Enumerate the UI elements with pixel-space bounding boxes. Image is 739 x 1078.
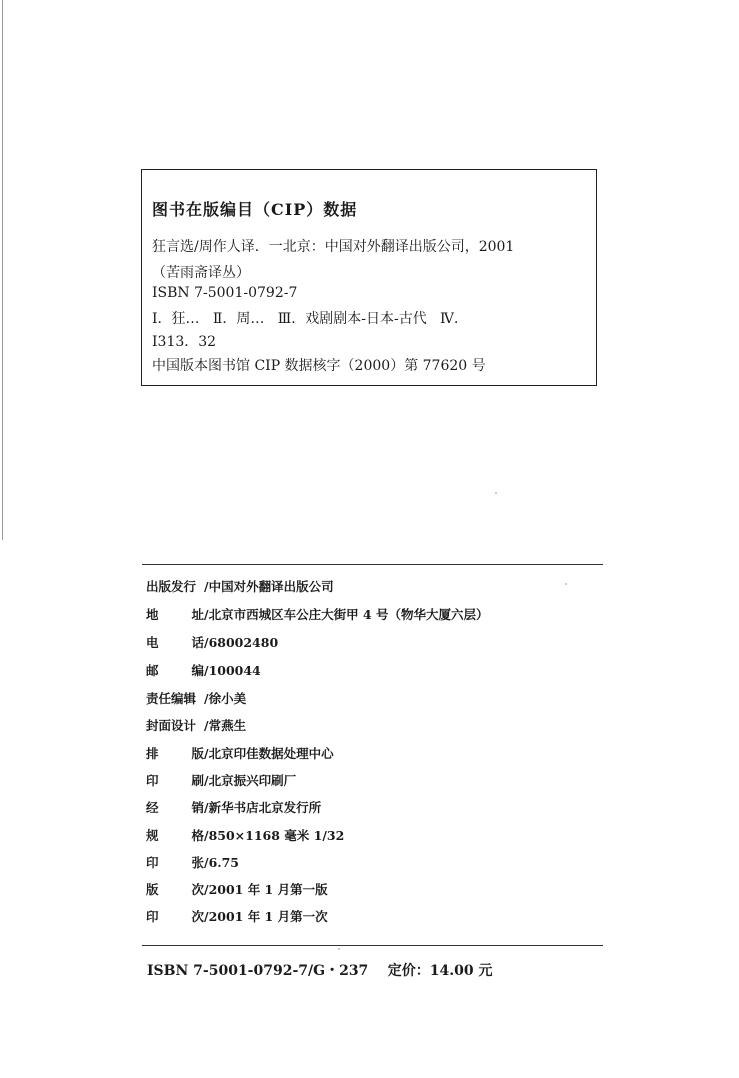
pub-row-postcode	[146, 661, 261, 679]
pub-row-printing	[146, 771, 296, 789]
cip-line-3: ISBN 7-5001-0792-7	[152, 285, 298, 301]
cip-line-5: I313．32	[152, 334, 217, 350]
pub-label: 经 销	[146, 800, 204, 815]
cip-line-1: 狂言选/周作人译．一北京：中国对外翻译出版公司，2001	[152, 239, 515, 255]
pub-row-publisher	[146, 577, 334, 595]
pub-value: /100044	[204, 663, 261, 678]
pub-row-editor	[146, 689, 246, 707]
pub-label: 版 次	[146, 882, 204, 897]
cip-line-2: （苦雨斋译丛）	[152, 265, 250, 281]
pub-row-distribution	[146, 798, 321, 816]
cip-title: 图书在版编目（CIP）数据	[152, 200, 358, 219]
pub-label: 印 张	[146, 855, 204, 870]
pub-value: /北京振兴印刷厂	[204, 773, 297, 788]
pub-row-impression	[146, 907, 328, 925]
pub-row-edition	[146, 880, 328, 898]
pub-label: 印 次	[146, 909, 204, 924]
pub-row-cover-design	[146, 716, 246, 734]
pub-label: 排 版	[146, 746, 204, 761]
cip-data-box	[141, 169, 597, 386]
pub-label: 邮 编	[146, 663, 204, 678]
pub-row-address	[146, 605, 488, 623]
pub-value: /68002480	[204, 635, 279, 650]
page-left-rule	[2, 0, 3, 540]
pub-row-phone	[146, 633, 278, 651]
isbn-price-line: ISBN 7-5001-0792-7/G・237 定价：14.00 元	[147, 963, 493, 979]
pub-value: /2001 年 1 月第一次	[204, 909, 328, 924]
pub-value: /徐小美	[204, 691, 247, 706]
pub-label: 规 格	[146, 828, 204, 843]
pub-value: /北京印佳数据处理中心	[204, 746, 334, 761]
pub-label: 责任编辑	[146, 691, 197, 706]
pub-value: /北京市西城区车公庄大街甲 4 号（物华大厦六层）	[204, 607, 489, 622]
pub-row-typesetting	[146, 744, 334, 762]
cip-line-6: 中国版本图书馆 CIP 数据核字（2000）第 77620 号	[152, 358, 486, 374]
cip-line-4: Ⅰ．狂… Ⅱ．周… Ⅲ．戏剧剧本-日本-古代 Ⅳ．	[152, 311, 469, 327]
pub-value: /850×1168 毫米 1/32	[204, 828, 345, 843]
pub-value: /中国对外翻译出版公司	[204, 579, 334, 594]
scan-speck	[338, 948, 340, 950]
pub-label: 封面设计	[146, 718, 197, 733]
scan-speck	[565, 583, 567, 585]
pub-label: 印 刷	[146, 773, 204, 788]
publication-top-rule	[142, 564, 603, 565]
pub-row-sheets	[146, 853, 239, 871]
pub-value: /新华书店北京发行所	[204, 800, 322, 815]
publication-bottom-rule	[142, 945, 603, 946]
scan-speck	[495, 492, 497, 494]
pub-label: 地 址	[146, 607, 204, 622]
pub-label: 电 话	[146, 635, 204, 650]
pub-value: /6.75	[204, 855, 240, 870]
pub-row-format	[146, 826, 344, 844]
pub-value: /2001 年 1 月第一版	[204, 882, 328, 897]
pub-value: /常燕生	[204, 718, 247, 733]
pub-label: 出版发行	[146, 579, 197, 594]
